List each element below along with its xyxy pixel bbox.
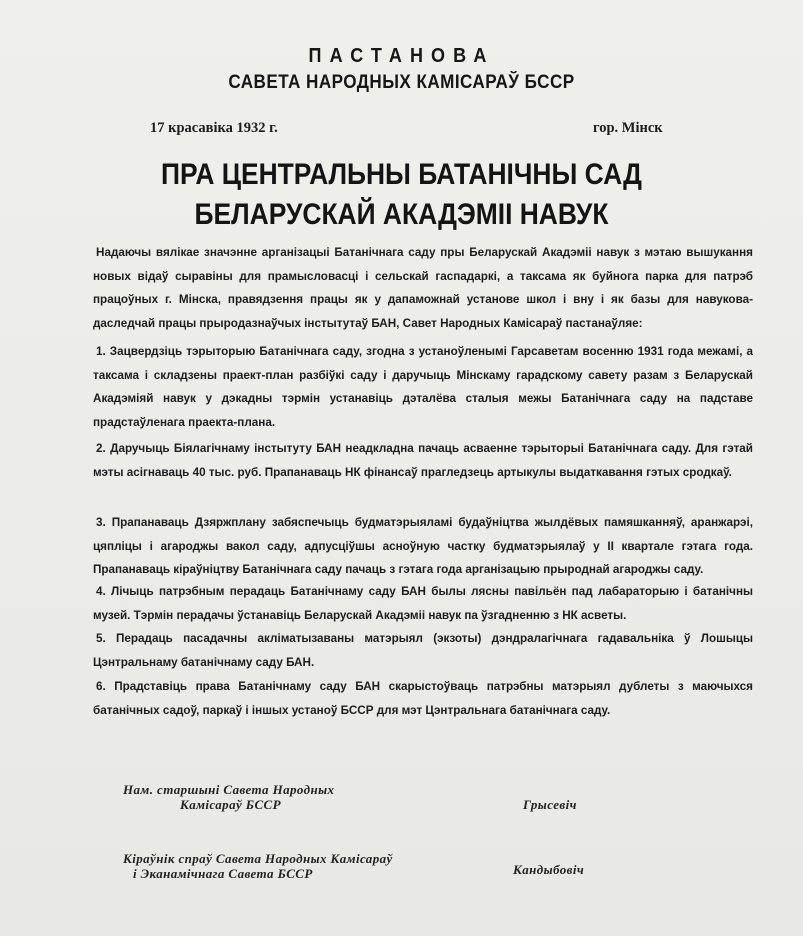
intro-paragraph — [93, 241, 753, 335]
signatory-2-position-line-1: Кіраўнік спраў Савета Народных Камісараў — [123, 851, 393, 866]
decree-date: 17 красавіка 1932 г. — [150, 120, 278, 136]
signatory-1-name: Грысевіч — [523, 797, 577, 812]
decree-item-1 — [93, 340, 753, 434]
decree-item-text: 6. Прадставіць права Батанічнаму саду БАН скарыстоўваць патрэбны матэрыял дублеты з маючыхся батанічных садоў, паркаў і іншых устаноў БССР для мэт Цэнтральнага батанічнага саду. — [93, 680, 753, 717]
decree-place: гор. Мінск — [593, 120, 663, 136]
signatory-2-position-line-2: і Эканамічнага Савета БССР — [133, 866, 313, 881]
decree-item-2 — [93, 437, 753, 484]
document-title-line-2: БЕЛАРУСКАЙ АКАДЭМІІ НАВУК — [194, 198, 609, 231]
decree-heading: ПАСТАНОВА — [308, 45, 495, 67]
signatory-1-position-line-1: Нам. старшыні Савета Народных — [123, 782, 335, 797]
decree-item-text: 3. Прапанаваць Дзяржплану забяспечыць будматэрыяламі будаўніцтва жылдёвых памяшканняў, аранжарэі, цяпліцы і агароджы вакол саду, адпусціўшы асноўную частку будматэрыялаў у II квартале гэтага года. Прапанаваць кіраўніцтву Батанічнага саду пачаць з гэтага года арганізацыю прыроднай агароджы саду. — [93, 516, 753, 576]
decree-item-text: 2. Даручыць Біялагічнаму інстытуту БАН неадкладна пачаць асваенне тэрыторыі Батанічнага саду. Для гэтай мэты асігнаваць 40 тыс. руб. Прапанаваць НК фінансаў прагледзець артыкулы выдаткавання гэтых сродкаў. — [93, 442, 753, 479]
decree-item-6 — [93, 675, 753, 722]
decree-item-4 — [93, 580, 753, 627]
signatory-2-name: Кандыбовіч — [513, 862, 585, 877]
decree-item-3 — [93, 511, 753, 582]
decree-item-5 — [93, 627, 753, 674]
intro-text: Надаючы вялікае значэнне арганізацыі Батанічнага саду пры Беларускай Акадэміі навук з мэтаю вышукання новых відаў сыравіны для прамысловасці і сельскай гаспадаркі, а таксама як буйнога парка для патрэб працоўных г. Мінска, правядзення працы як у дапаможнай установе школ і вну і як базы для навукова-даследчай працы прыродазнаўчых інстытутаў БАН, Савет Народных Камісараў пастанаўляе: — [93, 246, 753, 330]
issuing-body: САВЕТА НАРОДНЫХ КАМІСАРАЎ БССР — [228, 72, 575, 93]
decree-item-text: 1. Зацвердзіць тэрыторыю Батанічнага саду, згодна з устаноўленымі Гарсаветам восенню 1931 года межамі, а таксама і складзены праект-план разбіўкі саду і даручыць Мінскаму гарадскому савету разам з Беларускай Акадэміяй навук у дэкадны тэрмін устанавіць дэталёва сталыя межы Батанічнага саду на падставе прадстаўленага праекта-плана. — [93, 345, 753, 429]
decree-item-text: 4. Лічыць патрэбным перадаць Батанічнаму саду БАН былы лясны павільён пад лабараторыю і батанічны музей. Тэрмін перадачы ўстанавіць Беларускай Акадэміі навук па ўзгадненню з НК асветы. — [93, 585, 753, 622]
signatory-1-position-line-2: Камісараў БССР — [180, 797, 281, 812]
document-title-line-1: ПРА ЦЕНТРАЛЬНЫ БАТАНІЧНЫ САД — [161, 158, 642, 191]
decree-item-text: 5. Перадаць пасадачны акліматызаваны матэрыял (экзоты) дэндралагічнага гадавальніка ў Лошыцы Цэнтральнаму батанічнаму саду БАН. — [93, 632, 753, 669]
